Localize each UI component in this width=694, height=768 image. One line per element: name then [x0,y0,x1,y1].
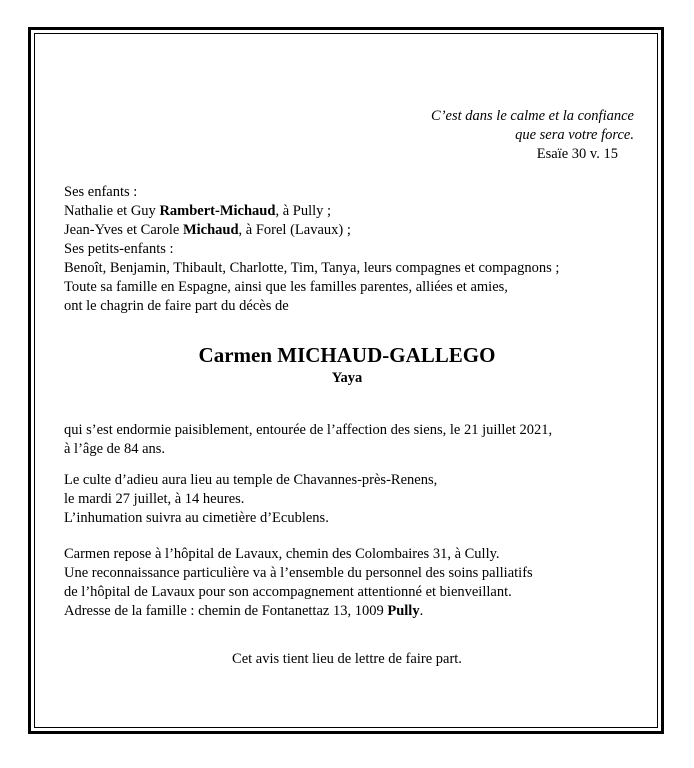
child-1-suffix: , à Pully ; [275,203,332,219]
service-line-3: L’inhumation suivra au cimetière d’Ecublens. [64,510,329,526]
grandchildren-label: Ses petits-enfants : [64,241,174,257]
extended-family: Toute sa famille en Espagne, ainsi que les familles parentes, alliées et amies, [64,279,508,295]
info-line-2: Une reconnaissance particulière va à l’ensemble du personnel des soins palliatifs [64,565,533,581]
address-suffix: . [419,603,424,619]
child-2-surname: Michaud [182,222,239,238]
closing-note: Cet avis tient lieu de lettre de faire part. [232,651,462,667]
info-line-3: de l’hôpital de Lavaux pour son accompagnement attentionné et bienveillant. [64,584,512,600]
grandchildren-names: Benoît, Benjamin, Thibault, Charlotte, Tim, Tanya, leurs compagnes et compagnons ; [64,260,560,276]
additional-info [64,545,533,621]
child-2-prefix: Jean-Yves et Carole [64,222,183,238]
epigraph-line-2: que sera votre force. [515,127,634,143]
death-line-1: qui s’est endormie paisiblement, entourée de l’affection des siens, le 21 juillet 2021, [64,422,553,438]
announcement-line: ont le chagrin de faire part du décès de [64,298,289,314]
deceased-name: Carmen MICHAUD-GALLEGO [198,343,496,367]
service-line-1: Le culte d’adieu aura lieu au temple de Chavannes-près-Renens, [64,472,438,488]
service-line-2: le mardi 27 juillet, à 14 heures. [64,491,245,507]
epigraph-reference: Esaïe 30 v. 15 [536,146,618,162]
family-list [64,183,559,316]
child-1-prefix: Nathalie et Guy [64,203,160,219]
death-details [64,421,552,459]
children-label: Ses enfants : [64,184,138,200]
service-details [64,471,437,528]
epigraph-line-1: C’est dans le calme et la confiance [431,108,634,124]
deceased-nickname: Yaya [331,370,363,386]
epigraph [431,107,634,164]
address-city: Pully [387,603,420,619]
family-address [64,602,533,621]
child-1-surname: Rambert-Michaud [159,203,276,219]
info-line-1: Carmen repose à l’hôpital de Lavaux, chemin des Colombaires 31, à Cully. [64,546,500,562]
child-2 [64,221,559,240]
child-1 [64,202,559,221]
death-line-2: à l’âge de 84 ans. [64,441,166,457]
child-2-suffix: , à Forel (Lavaux) ; [238,222,351,238]
address-prefix: Adresse de la famille : chemin de Fontanettaz 13, 1009 [64,603,388,619]
